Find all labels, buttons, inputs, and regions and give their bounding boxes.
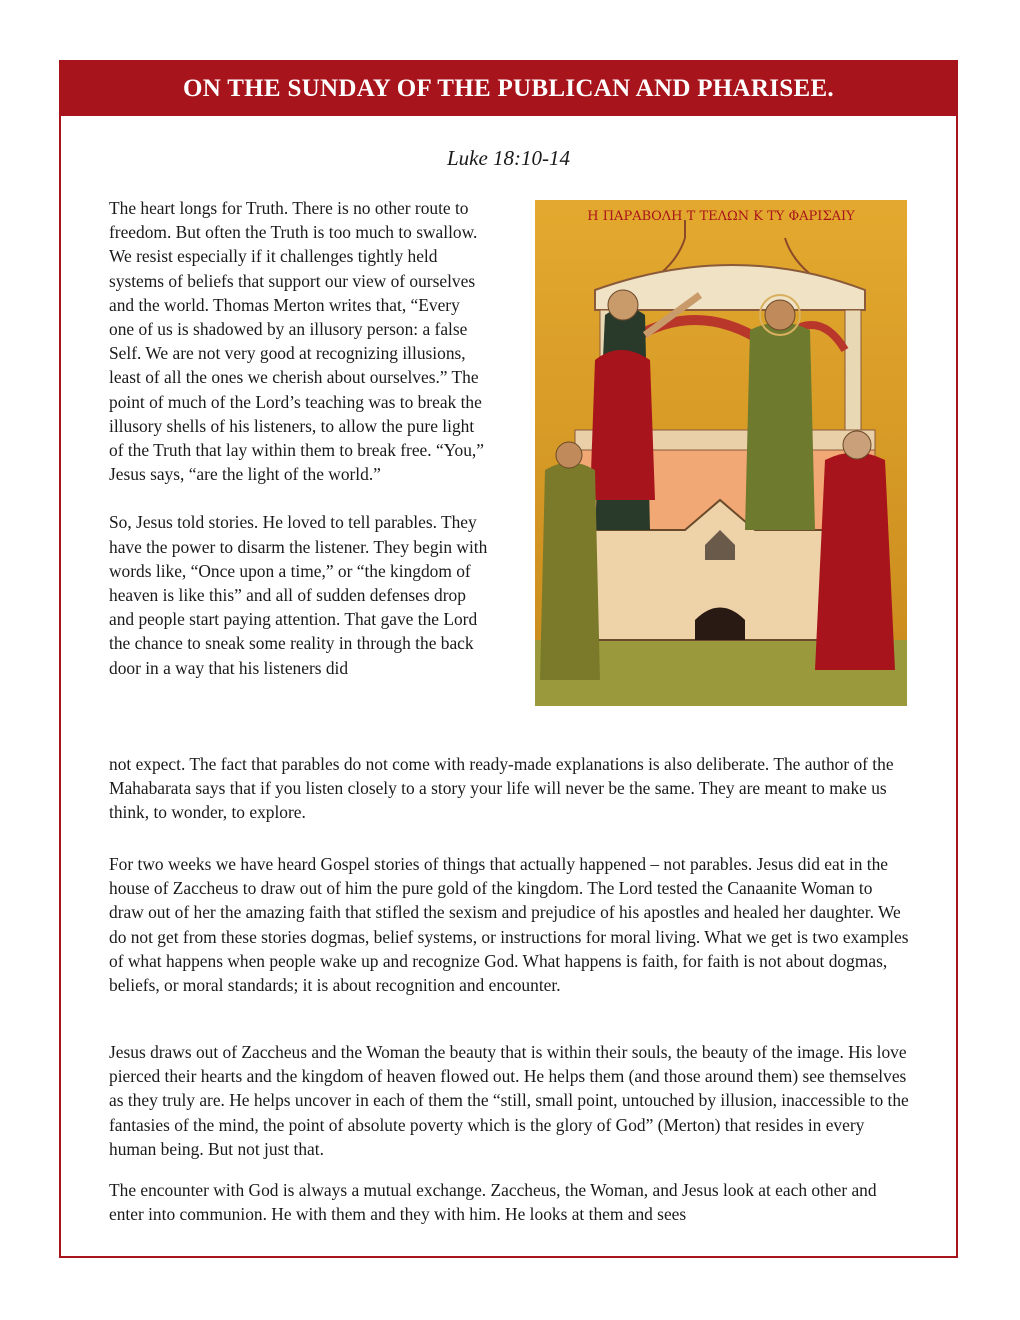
paragraph-text: The heart longs for Truth. There is no other route to freedom. But often the Truth is too much to swallow. We resist especially if it challenges tightly held systems of beliefs that support our view of ourselves and the world. Thomas Merton writes that, “Every one of us is shadowed by an illusory person: a false Self. We are not very good at recognizing illusions, least of all the ones we cherish about ourselves.” The point of much of the Lord’s teaching was to break the illusory shells of his listeners, to allow the pure light of the Truth that lay within them to break free. “You,” Jesus says, “are the light of the world.” <box>109 198 484 485</box>
scripture-citation: Luke 18:10-14 <box>446 146 571 170</box>
page-frame <box>59 60 958 1258</box>
paragraph-spacer <box>109 486 489 510</box>
page-title: ON THE SUNDAY OF THE PUBLICAN AND PHARISEE. <box>183 75 834 102</box>
paragraph-zaccheus <box>109 1040 909 1161</box>
paragraph-text: For two weeks we have heard Gospel stories of things that actually happened – not parables. Jesus did eat in the house of Zaccheus to draw out of him the pure gold of the kingdom. The Lord tested the Canaanite Woman to draw out of her the amazing faith that stifled the sexism and prejudice of his apostles and healed her daughter. We do not get from these stories dogmas, belief systems, or instructions for moral living. What we get is two examples of what happens when people wake up and recognize God. What happens is faith, for faith is not about dogmas, beliefs, or moral standards; it is about recognition and encounter. <box>109 854 909 996</box>
paragraph-encounter <box>109 1178 909 1226</box>
paragraph-text: Jesus draws out of Zaccheus and the Woman the beauty that is within their souls, the beauty of the image. His love pierced their hearts and the kingdom of heaven flowed out. He helps them (and those around them) see themselves as they truly are. He helps uncover in each of them the “still, small point, untouched by illusion, inaccessible to the fantasies of the mind, the point of absolute poverty which is the glory of God” (Merton) that resides in every human being. But not just that. <box>109 1042 909 1159</box>
publican-pharisee-icon-image <box>535 200 907 706</box>
paragraph-gospel-stories <box>109 852 909 997</box>
paragraph-text: not expect. The fact that parables do not come with ready-made explanations is also deliberate. The author of the Mahabarata says that if you listen closely to a story your life will never be the same. They are meant to make us think, to wonder, to explore. <box>109 754 894 823</box>
title-banner <box>61 62 956 116</box>
paragraph-text: The encounter with God is always a mutual exchange. Zaccheus, the Woman, and Jesus look at each other and enter into communion. He with them and they with him. He looks at them and sees <box>109 1180 877 1225</box>
paragraph-text: So, Jesus told stories. He loved to tell parables. They have the power to disarm the listener. They begin with words like, “Once upon a time,” or “the kingdom of heaven is like this” and all of sudden defenses drop and people start paying attention. That gave the Lord the chance to sneak some reality in through the back door in a way that his listeners did <box>109 512 488 678</box>
paragraph-continuation <box>109 752 909 825</box>
paragraph-intro <box>109 196 489 680</box>
icon-inscription: Η ΠΑΡΑΒΟΛΗ Τ ΤΕΛΩΝ Κ ΤΥ ΦΑΡΙΣΑΙΥ <box>587 209 855 224</box>
